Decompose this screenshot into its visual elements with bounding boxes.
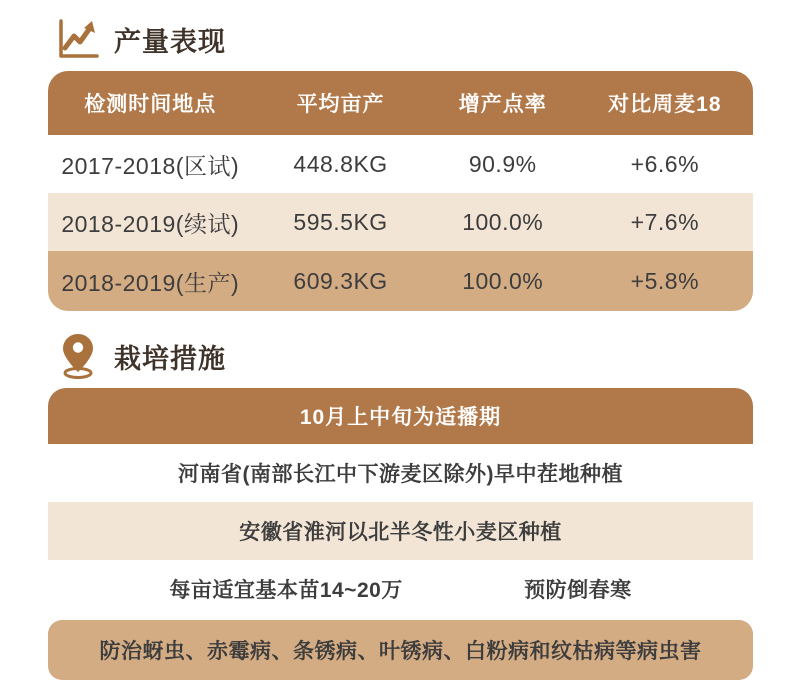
- cultivation-section-title: [56, 311, 800, 381]
- table-row: [48, 251, 753, 311]
- col-header-time-place: 检测时间地点: [84, 93, 217, 116]
- sowing-period-text: 10月上中旬为适播期: [299, 406, 502, 429]
- pest-control-text: 防治蚜虫、赤霉病、条锈病、叶锈病、白粉病和纹枯病等病虫害: [99, 640, 702, 663]
- cultivation-title-text: 栽培措施: [114, 343, 226, 374]
- cell-period: 2018-2019(续试): [61, 210, 240, 237]
- cultivation-card: [48, 388, 753, 680]
- pest-control-banner: [48, 620, 753, 680]
- cell-yield: 595.5KG: [293, 208, 388, 235]
- table-row: [48, 193, 753, 251]
- cell-rate: 100.0%: [462, 267, 544, 294]
- yield-table: [48, 71, 753, 311]
- sowing-period-banner: [48, 388, 753, 444]
- cell-compare: +5.8%: [630, 267, 700, 294]
- cold-prevention-text: 预防倒春寒: [524, 579, 632, 602]
- cell-rate: 100.0%: [462, 208, 544, 235]
- table-row: [48, 135, 753, 193]
- henan-planting-text: 河南省(南部长江中下游麦区除外)早中茬地种植: [178, 463, 623, 486]
- cell-yield: 448.8KG: [293, 150, 388, 177]
- seedling-density-text: 每亩适宜基本苗14~20万: [169, 579, 403, 602]
- location-pin-icon: [56, 334, 100, 378]
- list-item: [48, 502, 753, 560]
- col-header-avg-yield: 平均亩产: [296, 93, 385, 116]
- anhui-planting-text: 安徽省淮河以北半冬性小麦区种植: [239, 521, 562, 544]
- cell-compare: +6.6%: [630, 150, 700, 177]
- col-header-vs-zhoumai18: 对比周麦18: [608, 93, 722, 116]
- cell-yield: 609.3KG: [293, 267, 388, 294]
- cell-period: 2017-2018(区试): [61, 152, 240, 179]
- yield-table-header-row: [48, 71, 753, 135]
- yield-title-text: 产量表现: [114, 26, 226, 57]
- cell-rate: 90.9%: [468, 150, 537, 177]
- col-header-increase-rate: 增产点率: [458, 93, 547, 116]
- list-item: [48, 444, 753, 502]
- trend-chart-icon: [56, 17, 100, 61]
- cell-period: 2018-2019(生产): [61, 269, 240, 296]
- yield-section-title: [56, 0, 800, 62]
- cell-compare: +7.6%: [630, 208, 700, 235]
- list-item: [48, 560, 753, 618]
